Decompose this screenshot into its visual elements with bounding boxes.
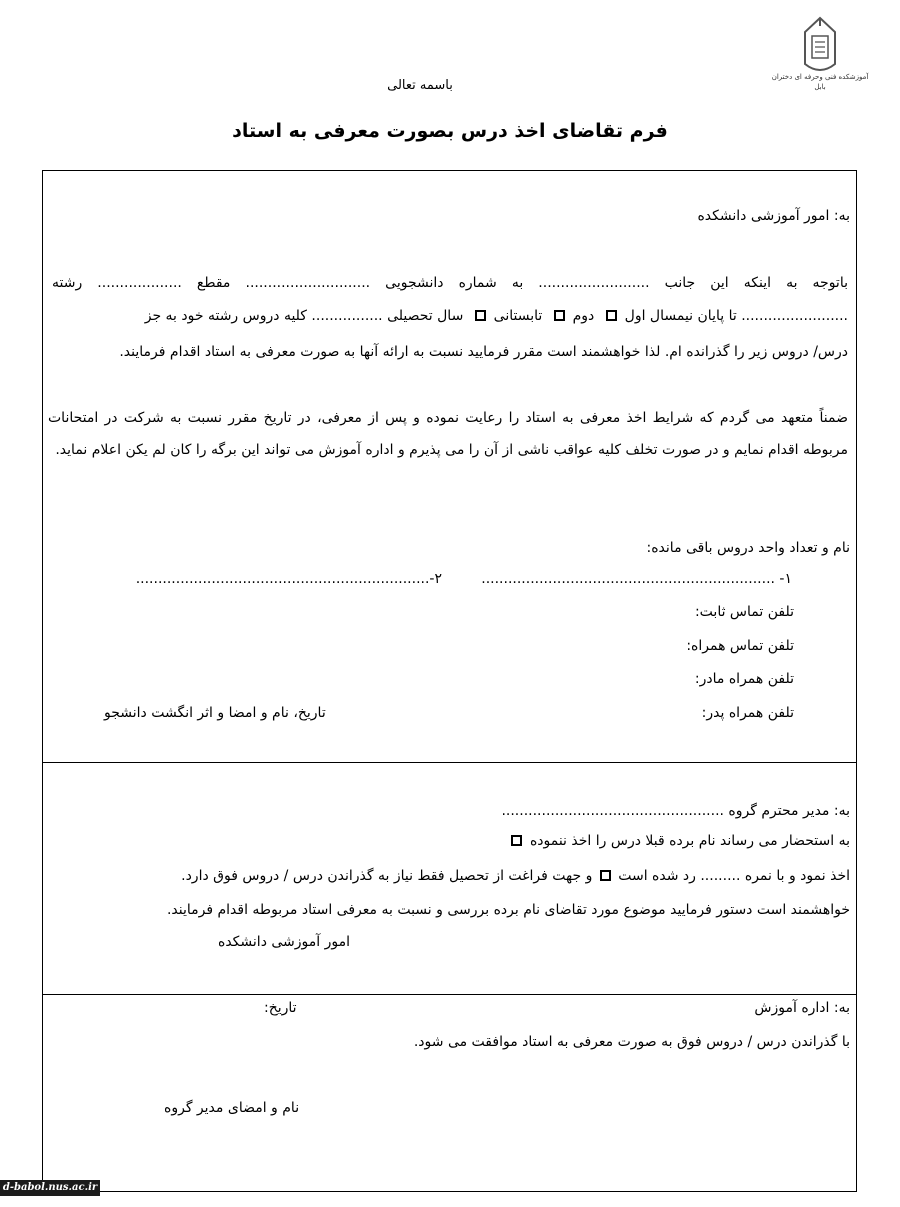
s2-line2-b: و جهت فراغت از تحصیل فقط نیاز به گذراندن درس / دروس فوق دارد. [181, 868, 593, 884]
opt-summer: تابستانی [493, 308, 543, 324]
s1-line2-b: سال تحصیلی ................ کلیه دروس رشته خود به جز [144, 308, 464, 324]
s2-line1-text: به استحضار می رساند نام برده قبلا درس را اخذ ننموده [529, 833, 850, 849]
s1-commitment: ضمناً متعهد می گردم که شرایط اخذ معرفی به استاد را رعایت نموده و پس از معرفی، در تاریخ مقرر نسبت به شرکت در امتحانات مربوطه اقدام نمایم و در صورت تخلف کلیه عواقب ناشی از آن را می پذیرم و اداره آموزش می تواند این برگه را کان لم یکن اعلام نماید. [48, 410, 848, 458]
website-badge[interactable]: d-babol.nus.ac.ir [0, 1180, 100, 1196]
phone-landline-label: تلفن تماس ثابت: [694, 604, 794, 620]
checkbox-failed[interactable] [600, 870, 611, 881]
group-head-signature: نام و امضای مدیر گروه [164, 1100, 300, 1116]
logo-caption: آموزشکده فنی وحرفه ای دختران بابل [771, 73, 869, 91]
phone-mobile-label: تلفن تماس همراه: [686, 638, 794, 654]
section-divider-2 [42, 994, 857, 995]
s2-addressee: به: مدیر محترم گروه .................................................. [501, 803, 850, 819]
checkbox-second-semester[interactable] [554, 310, 565, 321]
s2-line2-a: اخذ نمود و با نمره ......... رد شده است [618, 868, 850, 884]
s3-line1: با گذراندن درس / دروس فوق به صورت معرفی به استاد موافقت می شود. [413, 1034, 850, 1050]
s1-line2-a: ........................ تا پایان نیمسال اول [624, 308, 848, 324]
s1-line3: درس/ دروس زیر را گذرانده ام. لذا خواهشمند است مقرر فرمایید نسبت به ارائه آنها به صورت معرفی به استاد اقدام فرمایند. [119, 344, 848, 360]
education-office-signature: امور آموزشی دانشکده [218, 934, 350, 950]
course-item-2: ۲-.................................................................. [135, 571, 442, 587]
course-item-1: ۱- .................................................................. [481, 571, 792, 587]
checkbox-summer[interactable] [475, 310, 486, 321]
s1-line2 [145, 308, 848, 324]
s3-addressee: به: اداره آموزش [754, 1000, 850, 1016]
s2-line2 [181, 868, 850, 884]
s3-date-label: تاریخ: [264, 1000, 297, 1016]
checkbox-not-taken[interactable] [511, 835, 522, 846]
checkbox-first-semester[interactable] [606, 310, 617, 321]
phone-mother-label: تلفن همراه مادر: [694, 671, 794, 687]
s1-line1: باتوجه به اینکه این جانب ......................... به شماره دانشجویی ............................ مقطع ................... رشته [52, 275, 848, 291]
remaining-courses-label: نام و تعداد واحد دروس باقی مانده: [646, 540, 850, 556]
form-title: فرم تقاضای اخذ درس بصورت معرفی به استاد [232, 120, 668, 142]
s2-line3: خواهشمند است دستور فرمایید موضوع مورد تقاضای نام برده بررسی و نسبت به معرفی استاد مربوطه اقدام فرمایند. [166, 902, 850, 918]
opt-second: دوم [572, 308, 595, 324]
s2-line1 [508, 833, 850, 849]
section-divider-1 [42, 762, 857, 763]
bismillah: باسمه تعالی [387, 78, 453, 93]
student-signature: تاریخ، نام و امضا و اثر انگشت دانشجو [104, 705, 326, 721]
phone-father-label: تلفن همراه پدر: [701, 705, 794, 721]
s1-addressee: به: امور آموزشی دانشکده [697, 208, 850, 224]
